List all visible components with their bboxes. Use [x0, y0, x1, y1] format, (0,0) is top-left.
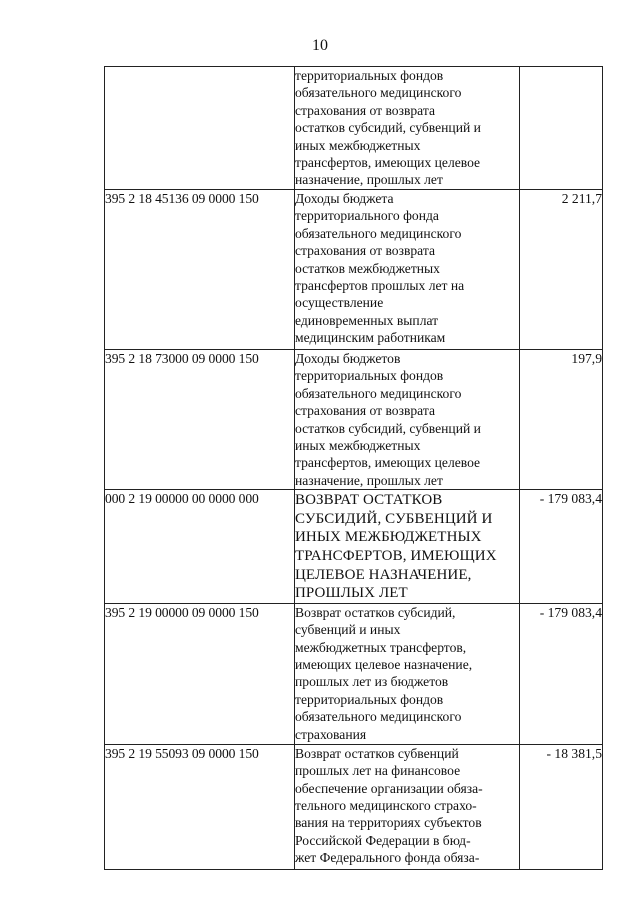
table-row: [105, 67, 603, 190]
income-name-line: остатков субсидий, субвенций и: [295, 120, 481, 136]
income-name-line: обязательного медицинского: [295, 385, 462, 401]
income-name-line: страхования: [295, 726, 367, 742]
income-name-line: обязательного медицинского: [295, 225, 462, 241]
classification-code-cell: 000 2 19 00000 00 0000 000: [105, 490, 295, 604]
amount-cell: [520, 67, 603, 190]
income-name-line: осуществление: [295, 295, 384, 311]
income-name-line: ВОЗВРАТ ОСТАТКОВ: [295, 492, 443, 509]
income-name-line: жет Федерального фонда обяза-: [295, 850, 480, 866]
income-name-line: ЦЕЛЕВОЕ НАЗНАЧЕНИЕ,: [295, 566, 472, 583]
income-name-line: трансфертов прошлых лет на: [295, 278, 465, 294]
income-name-line: ИНЫХ МЕЖБЮДЖЕТНЫХ: [295, 529, 482, 546]
income-name-cell: [295, 67, 520, 190]
income-name-line: прошлых лет на финансовое: [295, 763, 461, 779]
income-name-cell: [295, 490, 520, 604]
income-name-line: Возврат остатков субвенций: [295, 745, 459, 761]
amount-cell: 197,9: [520, 350, 603, 490]
income-name-line: остатков межбюджетных: [295, 260, 440, 276]
amount-cell: - 18 381,5: [520, 744, 603, 869]
income-name-line: ТРАНСФЕРТОВ, ИМЕЮЩИХ: [295, 548, 497, 565]
income-name-line: страхования от возврата: [295, 403, 436, 419]
income-name-line: Возврат остатков субсидий,: [295, 604, 456, 620]
income-name-line: остатков субсидий, субвенций и: [295, 420, 481, 436]
income-name-line: ПРОШЛЫХ ЛЕТ: [295, 585, 408, 602]
income-name-line: назначение, прошлых лет: [295, 172, 443, 188]
income-name-line: обязательного медицинского: [295, 709, 462, 725]
budget-table-body: [105, 67, 603, 870]
classification-code-cell: 395 2 19 00000 09 0000 150: [105, 603, 295, 744]
income-name-line: прошлых лет из бюджетов: [295, 674, 449, 690]
income-name-cell: [295, 350, 520, 490]
income-name-line: вания на территориях субъектов: [295, 815, 482, 831]
income-name-line: обеспечение организации обяза-: [295, 780, 483, 796]
table-row: [105, 350, 603, 490]
income-name-line: трансфертов, имеющих целевое: [295, 155, 481, 171]
income-name-line: Доходы бюджета: [295, 191, 394, 206]
classification-code-cell: 395 2 18 45136 09 0000 150: [105, 190, 295, 350]
income-name-line: межбюджетных трансфертов,: [295, 639, 467, 655]
classification-code-cell: 395 2 19 55093 09 0000 150: [105, 744, 295, 869]
income-name-line: трансфертов, имеющих целевое: [295, 455, 481, 471]
income-name-line: страхования от возврата: [295, 102, 436, 118]
income-name-cell: [295, 190, 520, 350]
income-name-line: субвенций и иных: [295, 622, 401, 638]
classification-code-cell: 395 2 18 73000 09 0000 150: [105, 350, 295, 490]
page-number: 10: [312, 37, 328, 54]
income-name-line: Доходы бюджетов: [295, 351, 401, 366]
income-name-line: Российской Федерации в бюд-: [295, 832, 471, 848]
amount-cell: - 179 083,4: [520, 603, 603, 744]
income-name-line: назначение, прошлых лет: [295, 472, 443, 488]
table-row: [105, 490, 603, 604]
income-name-line: территориальных фондов: [295, 691, 444, 707]
amount-cell: - 179 083,4: [520, 490, 603, 604]
classification-code-cell: [105, 67, 295, 190]
budget-table: [104, 66, 603, 870]
income-name-line: медицинским работникам: [295, 330, 446, 346]
income-name-line: СУБСИДИЙ, СУБВЕНЦИЙ И: [295, 510, 493, 527]
income-name-line: территориальных фондов: [295, 68, 444, 83]
income-name-line: территориального фонда: [295, 208, 439, 224]
income-name-line: имеющих целевое назначение,: [295, 657, 473, 673]
income-name-line: территориальных фондов: [295, 368, 444, 384]
income-name-line: тельного медицинского страхо-: [295, 798, 477, 814]
table-row: [105, 190, 603, 350]
income-name-cell: [295, 603, 520, 744]
income-name-line: страхования от возврата: [295, 243, 436, 259]
income-name-cell: [295, 744, 520, 869]
table-row: [105, 744, 603, 869]
income-name-line: обязательного медицинского: [295, 85, 462, 101]
income-name-line: иных межбюджетных: [295, 137, 421, 153]
table-row: [105, 603, 603, 744]
amount-cell: 2 211,7: [520, 190, 603, 350]
income-name-line: иных межбюджетных: [295, 438, 421, 454]
income-name-line: единовременных выплат: [295, 312, 439, 328]
